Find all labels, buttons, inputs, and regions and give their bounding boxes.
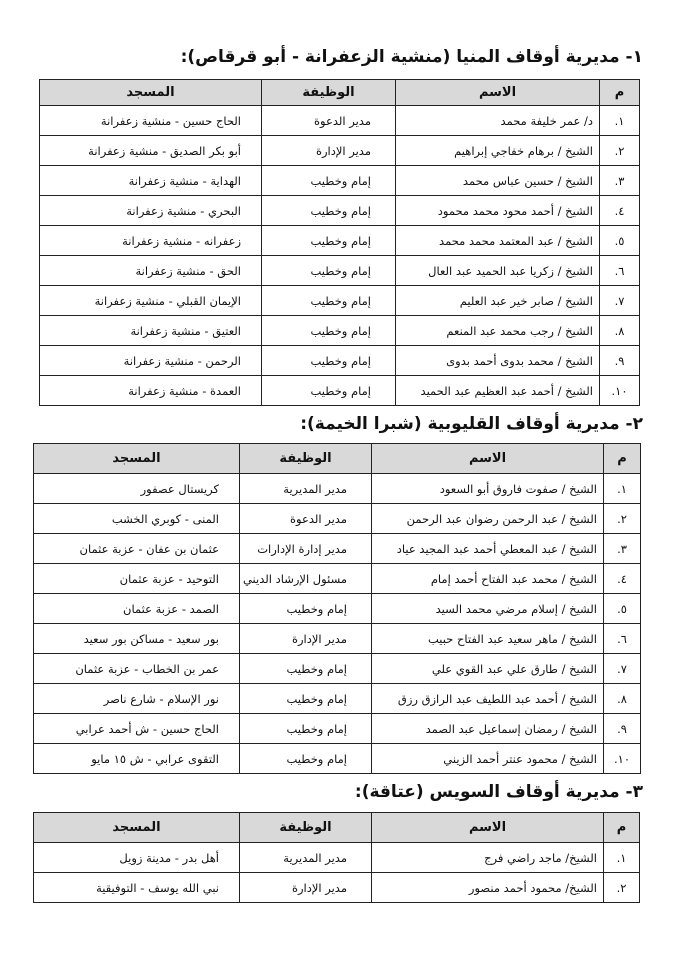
mosque-name: الإيمان القبلي - منشية زعفرانة [40, 286, 262, 316]
mosque-name: نور الإسلام - شارع ناصر [34, 684, 240, 714]
person-name: الشيخ / إسلام مرضي محمد السيد [372, 594, 604, 624]
job-title: إمام وخطيب [262, 166, 396, 196]
table-row [40, 196, 640, 226]
job-title: إمام وخطيب [262, 256, 396, 286]
mosque-name: عمر بن الخطاب - عزبة عثمان [34, 654, 240, 684]
row-number: ٢. [604, 504, 641, 534]
table-header-row [34, 813, 640, 843]
row-number: ٩. [604, 714, 641, 744]
row-number: ٢. [600, 136, 640, 166]
mosque-name: الحق - منشية زعفرانة [40, 256, 262, 286]
person-name: الشيخ / برهام خفاجي إبراهيم [396, 136, 600, 166]
person-name: الشيخ / طارق علي عبد القوي علي [372, 654, 604, 684]
job-title: إمام وخطيب [262, 316, 396, 346]
table-row [40, 286, 640, 316]
job-title: إمام وخطيب [262, 286, 396, 316]
job-title: مدير الإدارة [240, 624, 372, 654]
job-title: إمام وخطيب [240, 714, 372, 744]
person-name: الشيخ / حسين عباس محمد [396, 166, 600, 196]
row-number: ٥. [604, 594, 641, 624]
person-name: الشيخ / صفوت فاروق أبو السعود [372, 474, 604, 504]
table-row [34, 843, 640, 873]
person-name: الشيخ / أحمد محود محمد محمود [396, 196, 600, 226]
col-header-job: الوظيفة [240, 813, 372, 843]
row-number: ٤. [600, 196, 640, 226]
mosque-name: عثمان بن عفان - عزبة عثمان [34, 534, 240, 564]
row-number: ٧. [600, 286, 640, 316]
person-name: الشيخ / رجب محمد عبد المنعم [396, 316, 600, 346]
col-header-name: الاسم [396, 80, 600, 106]
table-row [34, 624, 641, 654]
job-title: مدير المديرية [240, 843, 372, 873]
job-title: إمام وخطيب [262, 376, 396, 406]
person-name: الشيخ / محمد بدوى أحمد بدوى [396, 346, 600, 376]
job-title: إمام وخطيب [240, 744, 372, 774]
table-row [40, 106, 640, 136]
mosque-name: العمدة - منشية زعفرانة [40, 376, 262, 406]
row-number: ٥. [600, 226, 640, 256]
table-row [34, 564, 641, 594]
table-row [34, 654, 641, 684]
job-title: مدير الدعوة [262, 106, 396, 136]
person-name: الشيخ / ماهر سعيد عبد الفتاح حبيب [372, 624, 604, 654]
table-row [40, 136, 640, 166]
person-name: د/ عمر خليفة محمد [396, 106, 600, 136]
row-number: ٧. [604, 654, 641, 684]
mosque-name: التوحيد - عزبة عثمان [34, 564, 240, 594]
row-number: ٣. [604, 534, 641, 564]
table-row [34, 873, 640, 903]
mosque-name: كريستال عصفور [34, 474, 240, 504]
person-name: الشيخ/ محمود أحمد منصور [372, 873, 604, 903]
col-header-num: م [604, 444, 641, 474]
mosque-name: زعفرانه - منشية زعفرانة [40, 226, 262, 256]
col-header-num: م [600, 80, 640, 106]
job-title: مدير الإدارة [240, 873, 372, 903]
mosque-name: نبي الله يوسف - التوفيقية [34, 873, 240, 903]
table-row [40, 316, 640, 346]
person-name: الشيخ / محمود عنتر أحمد الزيني [372, 744, 604, 774]
job-title: مدير الإدارة [262, 136, 396, 166]
section-2-table [33, 443, 641, 774]
job-title: مدير الدعوة [240, 504, 372, 534]
col-header-mosque: المسجد [34, 444, 240, 474]
row-number: ١. [604, 474, 641, 504]
person-name: الشيخ / عبد المعتمد محمد محمد [396, 226, 600, 256]
section-2-title: ٢- مديرية أوقاف القليوبية (شبرا الخيمة): [300, 414, 643, 434]
col-header-num: م [604, 813, 640, 843]
person-name: الشيخ / رمضان إسماعيل عبد الصمد [372, 714, 604, 744]
table-header-row [40, 80, 640, 106]
table-row [34, 684, 641, 714]
mosque-name: الرحمن - منشية زعفرانة [40, 346, 262, 376]
person-name: الشيخ / أحمد عبد العظيم عبد الحميد [396, 376, 600, 406]
person-name: الشيخ / عبد الرحمن رضوان عبد الرحمن [372, 504, 604, 534]
mosque-name: المنى - كوبري الخشب [34, 504, 240, 534]
mosque-name: الحاج حسين - منشية زعفرانة [40, 106, 262, 136]
section-1-title: ١- مديرية أوقاف المنيا (منشية الزعفرانة - أبو قرقاص): [180, 47, 643, 67]
mosque-name: الهداية - منشية زعفرانة [40, 166, 262, 196]
row-number: ٨. [604, 684, 641, 714]
job-title: مدير إدارة الإدارات [240, 534, 372, 564]
col-header-name: الاسم [372, 813, 604, 843]
row-number: ٣. [600, 166, 640, 196]
job-title: إمام وخطيب [240, 654, 372, 684]
table-row [40, 376, 640, 406]
table-row [34, 714, 641, 744]
mosque-name: الصمد - عزبة عثمان [34, 594, 240, 624]
mosque-name: الحاج حسين - ش أحمد عرابي [34, 714, 240, 744]
job-title: مسئول الإرشاد الديني [240, 564, 372, 594]
person-name: الشيخ/ ماجد راضي فرج [372, 843, 604, 873]
col-header-mosque: المسجد [34, 813, 240, 843]
table-row [34, 534, 641, 564]
person-name: الشيخ / أحمد عبد اللطيف عبد الرازق رزق [372, 684, 604, 714]
table-row [40, 256, 640, 286]
row-number: ٦. [600, 256, 640, 286]
mosque-name: أهل بدر - مدينة زويل [34, 843, 240, 873]
job-title: إمام وخطيب [262, 196, 396, 226]
person-name: الشيخ / محمد عبد الفتاح أحمد إمام [372, 564, 604, 594]
row-number: ١. [604, 843, 640, 873]
table-row [34, 474, 641, 504]
person-name: الشيخ / عبد المعطي أحمد عبد المجيد عياد [372, 534, 604, 564]
section-3-title: ٣- مديرية أوقاف السويس (عتاقة): [354, 782, 643, 802]
col-header-job: الوظيفة [262, 80, 396, 106]
row-number: ٢. [604, 873, 640, 903]
section-1-table [39, 79, 640, 406]
row-number: ٤. [604, 564, 641, 594]
table-row [40, 166, 640, 196]
table-row [34, 504, 641, 534]
section-3-table [33, 812, 640, 903]
table-row [40, 346, 640, 376]
table-row [40, 226, 640, 256]
row-number: ٩. [600, 346, 640, 376]
job-title: إمام وخطيب [240, 594, 372, 624]
person-name: الشيخ / زكريا عبد الحميد عبد العال [396, 256, 600, 286]
mosque-name: التقوى عرابي - ش ١٥ مايو [34, 744, 240, 774]
person-name: الشيخ / صابر خير عبد العليم [396, 286, 600, 316]
mosque-name: بور سعيد - مساكن بور سعيد [34, 624, 240, 654]
row-number: ٨. [600, 316, 640, 346]
row-number: ٦. [604, 624, 641, 654]
row-number: ١٠. [600, 376, 640, 406]
col-header-mosque: المسجد [40, 80, 262, 106]
job-title: إمام وخطيب [262, 226, 396, 256]
job-title: مدير المديرية [240, 474, 372, 504]
row-number: ١٠. [604, 744, 641, 774]
mosque-name: البحري - منشية زعفرانة [40, 196, 262, 226]
table-row [34, 594, 641, 624]
col-header-job: الوظيفة [240, 444, 372, 474]
mosque-name: أبو بكر الصديق - منشية زعفرانة [40, 136, 262, 166]
job-title: إمام وخطيب [240, 684, 372, 714]
mosque-name: العتيق - منشية زعفرانة [40, 316, 262, 346]
table-row [34, 744, 641, 774]
row-number: ١. [600, 106, 640, 136]
table-header-row [34, 444, 641, 474]
col-header-name: الاسم [372, 444, 604, 474]
job-title: إمام وخطيب [262, 346, 396, 376]
